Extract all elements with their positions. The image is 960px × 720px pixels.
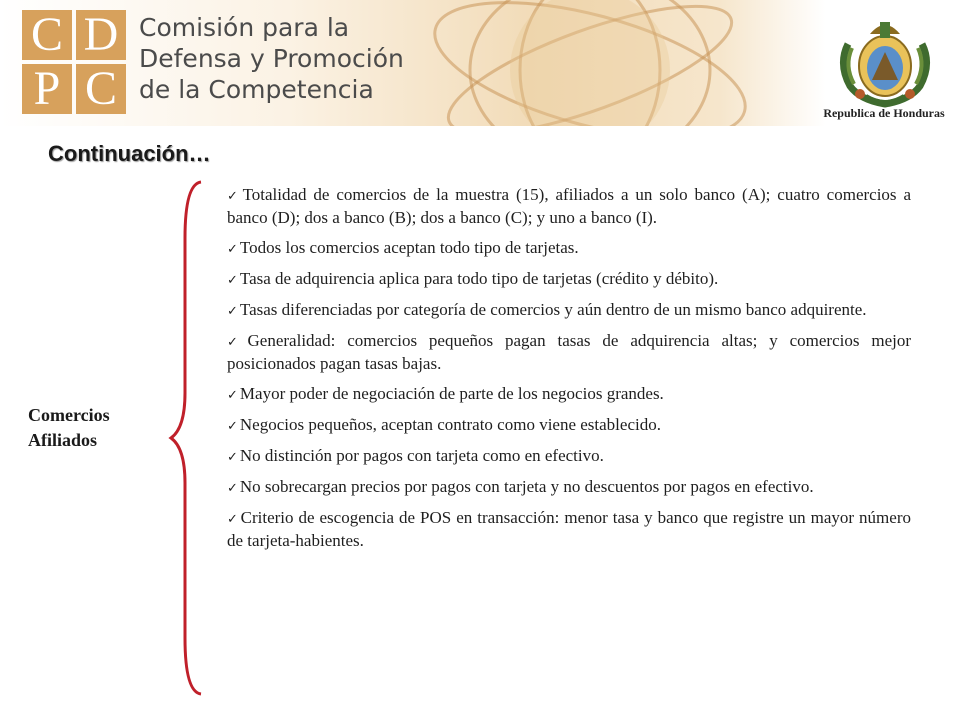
bullet-text: Tasa de adquirencia aplica para todo tipo de tarjetas (crédito y débito). xyxy=(239,269,719,288)
checkmark-icon: ✓ xyxy=(227,418,238,433)
bullet-text: Generalidad: comercios pequeños pagan tasas de adquirencia altas; y comercios mejor posicionados pagan tasas bajas. xyxy=(227,331,911,373)
org-name xyxy=(139,12,439,105)
bullet-item xyxy=(227,445,911,468)
checkmark-icon: ✓ xyxy=(227,480,238,495)
bullet-item xyxy=(227,383,911,406)
bullet-list xyxy=(227,184,911,560)
checkmark-icon: ✓ xyxy=(227,334,246,349)
bullet-item xyxy=(227,476,911,499)
bullet-text: Criterio de escogencia de POS en transacción: menor tasa y banco que registre un mayor número de tarjeta-habientes. xyxy=(227,508,911,550)
country-label: Republica de Honduras xyxy=(823,106,945,120)
bullet-item xyxy=(227,414,911,437)
bullet-text: No sobrecargan precios por pagos con tarjeta y no descuentos por pagos en efectivo. xyxy=(239,477,814,496)
org-name-line: Defensa y Promoción xyxy=(139,44,404,73)
logo-letter: D xyxy=(76,10,126,60)
logo-letter: P xyxy=(22,64,72,114)
checkmark-icon: ✓ xyxy=(227,188,241,203)
org-name-line: de la Competencia xyxy=(139,75,374,104)
coat-of-arms-icon xyxy=(830,14,940,110)
bullet-text: Negocios pequeños, aceptan contrato como viene establecido. xyxy=(239,415,661,434)
page-title: Continuación… xyxy=(48,141,211,166)
checkmark-icon: ✓ xyxy=(227,511,239,526)
bullet-item xyxy=(227,268,911,291)
checkmark-icon: ✓ xyxy=(227,387,238,402)
org-name-line: Comisión para la xyxy=(139,13,350,42)
checkmark-icon: ✓ xyxy=(227,303,238,318)
bullet-item xyxy=(227,330,911,375)
bullet-text: Tasas diferenciadas por categoría de comercios y aún dentro de un mismo banco adquirente. xyxy=(239,300,867,319)
bullet-item xyxy=(227,237,911,260)
bullet-text: Mayor poder de negociación de parte de los negocios grandes. xyxy=(239,384,664,403)
side-label: Comercios Afiliados xyxy=(28,405,110,450)
bullet-text: No distinción por pagos con tarjeta como en efectivo. xyxy=(239,446,604,465)
bullet-text: Todos los comercios aceptan todo tipo de tarjetas. xyxy=(239,238,579,257)
left-brace xyxy=(165,178,205,698)
checkmark-icon: ✓ xyxy=(227,272,238,287)
bullet-item xyxy=(227,507,911,552)
cdpc-logo xyxy=(22,10,128,116)
logo-letter: C xyxy=(22,10,72,60)
checkmark-icon: ✓ xyxy=(227,449,238,464)
bullet-text: Totalidad de comercios de la muestra (15), afiliados a un solo banco (A); cuatro comercios a banco (D); dos a banco (B); dos a banco (C); y uno a banco (I). xyxy=(227,185,911,227)
bullet-item xyxy=(227,184,911,229)
checkmark-icon: ✓ xyxy=(227,241,238,256)
logo-letter: C xyxy=(76,64,126,114)
bullet-item xyxy=(227,299,911,322)
header-banner xyxy=(0,0,960,126)
